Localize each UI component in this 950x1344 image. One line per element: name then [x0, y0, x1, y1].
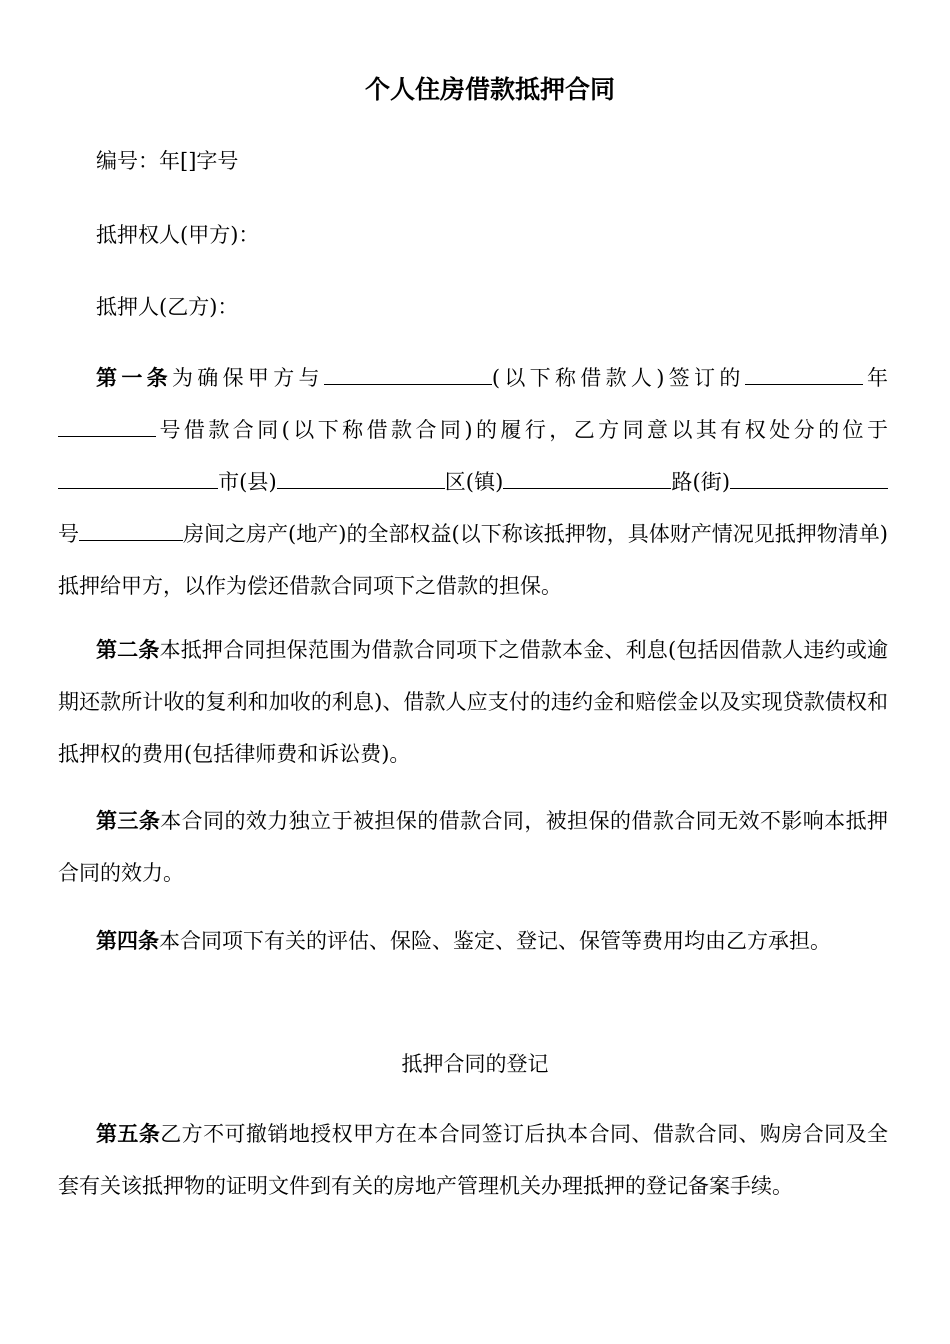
- article-2-label: 第二条: [96, 637, 160, 662]
- article-5-text: 乙方不可撤销地授权甲方在本合同签订后执本合同、借款合同、购房合同及全套有关该抵押物的证明文件到有关的房地产管理机关办理抵押的登记备案手续。: [58, 1122, 888, 1198]
- article-1-text-5: 市(县): [218, 470, 277, 494]
- mortgagor-line: 抵押人(乙方)：: [96, 295, 239, 319]
- city-county-blank[interactable]: [58, 467, 218, 489]
- district-town-blank[interactable]: [277, 467, 445, 489]
- article-1-text-6: 区(镇): [444, 470, 504, 494]
- road-street-blank[interactable]: [503, 467, 671, 489]
- section-heading-registration: 抵押合同的登记: [401, 1052, 549, 1076]
- article-4-label: 第四条: [96, 928, 159, 953]
- article-1-text-8: 号: [58, 522, 80, 546]
- article-1: [58, 352, 888, 612]
- document-title: 个人住房借款抵押合同: [364, 75, 615, 104]
- article-1-text-1: 为确保甲方与: [171, 366, 324, 390]
- contract-number-blank[interactable]: [58, 415, 156, 437]
- borrower-name-blank[interactable]: [324, 363, 492, 385]
- article-5: [58, 1108, 888, 1212]
- article-1-label: 第一条: [96, 365, 172, 390]
- article-2-text: 本抵押合同担保范围为借款合同项下之借款本金、利息(包括因借款人违约或逾期还款所计收的复利和加收的利息)、借款人应支付的违约金和赔偿金以及实现贷款债权和抵押权的费用(包括律师费和诉讼费)。: [58, 638, 888, 766]
- article-1-text-4: 号借款合同(以下称借款合同)的履行，乙方同意以其有权处分的位于: [156, 418, 888, 442]
- signing-year-blank[interactable]: [745, 363, 863, 385]
- article-1-text-3: 年: [862, 366, 889, 390]
- article-1-text-2: (以下称借款人)签订的: [491, 366, 745, 390]
- article-3-text: 本合同的效力独立于被担保的借款合同，被担保的借款合同无效不影响本抵押合同的效力。: [58, 809, 888, 885]
- article-1-text-9: 房间之房产(地产)的全部权益(以下称该抵押物，具体财产情况见抵押物清单)抵押给甲方，以作为偿还借款合同项下之借款的担保。: [58, 522, 888, 598]
- article-1-text-7: 路(街): [671, 470, 731, 494]
- mortgagee-line: 抵押权人(甲方)：: [96, 223, 260, 247]
- room-number-blank[interactable]: [79, 519, 183, 541]
- article-4-text: 本合同项下有关的评估、保险、鉴定、登记、保管等费用均由乙方承担。: [159, 929, 831, 953]
- article-5-label: 第五条: [96, 1121, 161, 1146]
- article-2: [58, 624, 888, 780]
- article-4: [58, 915, 888, 967]
- house-number-blank[interactable]: [730, 467, 888, 489]
- contract-number-line: 编号：年[]字号: [96, 149, 239, 173]
- article-3-label: 第三条: [96, 808, 161, 833]
- article-3: [58, 795, 888, 899]
